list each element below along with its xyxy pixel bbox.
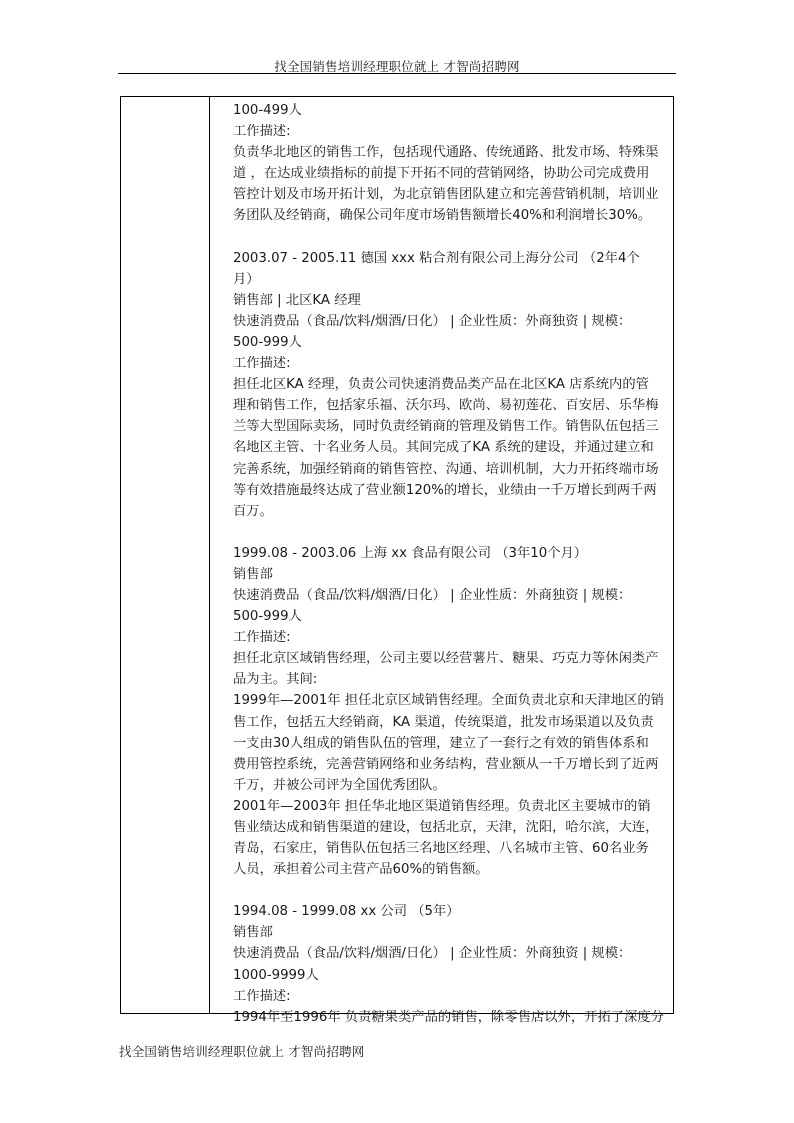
text-line: 一支由30人组成的销售队伍的管理，建立了一套行之有效的销售体系和	[233, 735, 649, 751]
text-line: 工作描述:	[233, 124, 291, 140]
text-line: 1999年—2001年 担任北京区域销售经理。全面负责北京和天津地区的销	[233, 693, 664, 709]
text-line: 月）	[233, 271, 260, 287]
job-entry-1	[233, 100, 675, 227]
page-footer: 找全国销售培训经理职位就上 才智尚招聘网	[119, 1044, 365, 1059]
resume-table	[120, 96, 674, 1025]
text-line: 负责华北地区的销售工作，包括现代通路、传统通路、批发市场、特殊渠	[233, 145, 659, 161]
text-line: 人员，承担着公司主营产品60%的销售额。	[233, 862, 489, 878]
text-line: 担任北京区域销售经理，公司主要以经营薯片、糖果、巧克力等休闲类产	[233, 651, 659, 667]
text-line: 销售部 | 北区KA 经理	[233, 292, 361, 308]
work-experience-cell	[233, 100, 675, 1025]
entry-spacer	[233, 522, 675, 543]
text-line: 管控计划及市场开拓计划，为北京销售团队建立和完善营销机制，培训业	[233, 187, 659, 203]
column-divider	[209, 97, 210, 1013]
text-line: 兰等大型国际卖场，同时负责经销商的管理及销售工作。销售队伍包括三	[233, 419, 659, 435]
text-line: 理和销售工作，包括家乐福、沃尔玛、欧尚、易初莲花、百安居、乐华梅	[233, 398, 659, 414]
text-line: 1994.08 - 1999.08 xx 公司 （5年）	[233, 904, 460, 920]
text-line: 2003.07 - 2005.11 德国 xxx 粘合剂有限公司上海分公司 （2年4个	[233, 250, 640, 266]
text-line: 售工作，包括五大经销商，KA 渠道，传统渠道，批发市场渠道以及负责	[233, 714, 654, 730]
job-entry-2	[233, 248, 675, 522]
entry-spacer	[233, 880, 675, 901]
text-line: 100-499人	[233, 103, 302, 118]
text-line: 完善系统，加强经销商的销售管控、沟通、培训机制，大力开拓终端市场	[233, 461, 659, 477]
text-line: 道 ，在达成业绩指标的前提下开拓不同的营销网络，协助公司完成费用	[233, 166, 650, 182]
text-line: 等有效措施最终达成了营业额120%的增长，业绩由一千万增长到两千两	[233, 482, 657, 498]
text-line: 500-999人	[233, 334, 302, 350]
text-line: 品为主。其间:	[233, 672, 318, 688]
text-line: 2001年—2003年 担任华北地区渠道销售经理。负责北区主要城市的销	[233, 798, 651, 814]
text-line: 担任北区KA 经理，负责公司快速消费品类产品在北区KA 店系统内的管	[233, 377, 649, 393]
text-line: 快速消费品（食品/饮料/烟酒/日化） | 企业性质：外商独资 | 规模：	[233, 313, 632, 329]
text-line: 500-999人	[233, 609, 302, 625]
page-header: 找全国销售培训经理职位就上 才智尚招聘网	[274, 59, 520, 74]
text-line: 销售部	[233, 925, 273, 941]
text-line: 销售部	[233, 566, 273, 582]
text-line: 1000-9999人	[233, 967, 319, 983]
job-entry-3	[233, 543, 675, 881]
text-line: 工作描述:	[233, 988, 291, 1004]
job-entry-4	[233, 901, 675, 1028]
text-line: 百万。	[233, 503, 273, 519]
text-line: 售业绩达成和销售渠道的建设，包括北京，天津，沈阳，哈尔滨，大连，	[233, 820, 659, 835]
text-line: 青岛，石家庄，销售队伍包括三名地区经理、八名城市主管、60名业务	[233, 841, 649, 857]
text-line: 1999.08 - 2003.06 上海 xx 食品有限公司 （3年10个月）	[233, 545, 588, 561]
text-line: 工作描述:	[233, 630, 291, 646]
text-line: 名地区主管、十名业务人员。其间完成了KA 系统的建设，并通过建立和	[233, 440, 654, 456]
text-line: 快速消费品（食品/饮料/烟酒/日化） | 企业性质：外商独资 | 规模：	[233, 946, 632, 962]
text-line: 费用管控系统，完善营销网络和业务结构，营业额从一千万增长到了近两	[233, 756, 659, 772]
text-line: 快速消费品（食品/饮料/烟酒/日化） | 企业性质：外商独资 | 规模：	[233, 587, 632, 603]
entry-spacer	[233, 227, 675, 248]
text-line: 1994年至1996年 负责糖果类产品的销售，除零售店以外，开拓了深度分	[233, 1009, 664, 1025]
text-line: 务团队及经销商，确保公司年度市场销售额增长40%和利润增长30%。	[233, 208, 652, 224]
text-line: 千万，并被公司评为全国优秀团队。	[233, 777, 446, 793]
text-line: 工作描述:	[233, 356, 291, 372]
header-rule	[118, 73, 676, 74]
